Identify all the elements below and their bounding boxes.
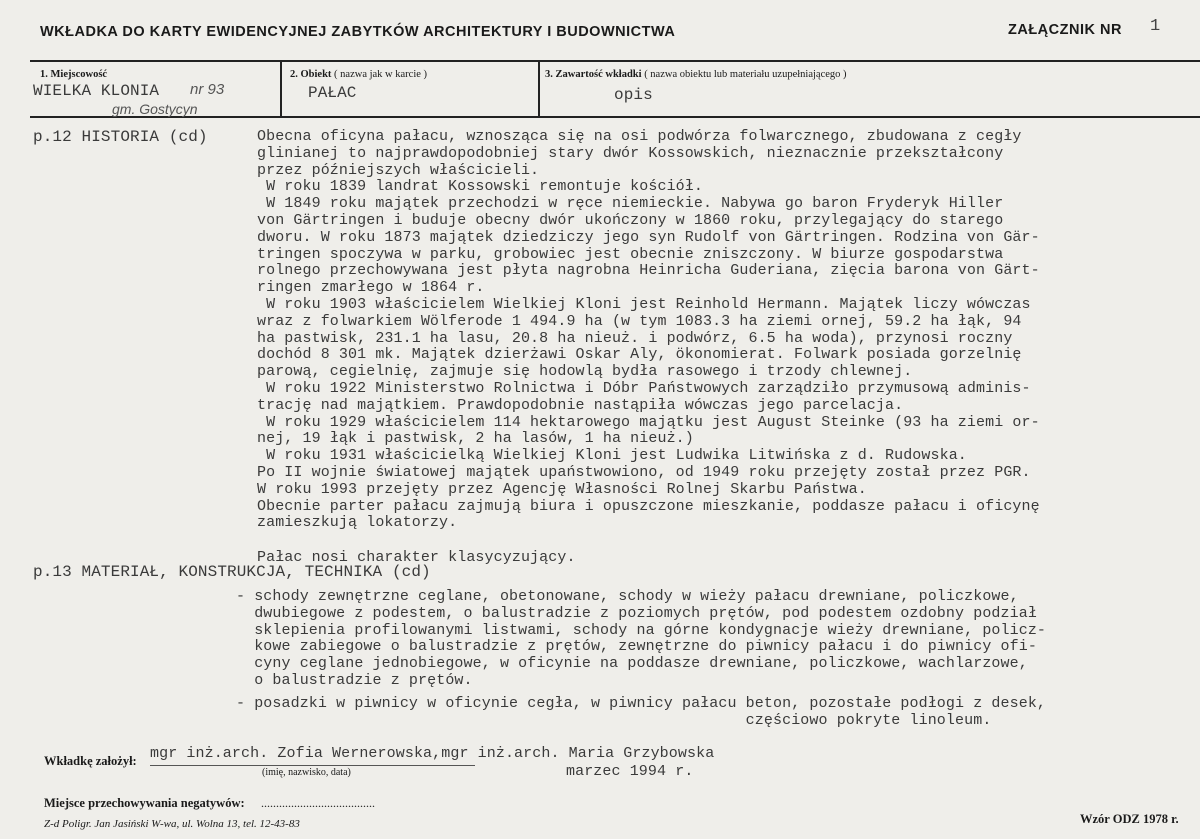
printer-imprint: Z-d Poligr. Jan Jasiński W-wa, ul. Wolna 13, tel. 12-43-83	[44, 818, 300, 830]
history-line	[257, 532, 1040, 550]
history-line: zamieszkują lokatorzy.	[257, 514, 458, 532]
field-divider-2	[538, 60, 540, 117]
history-line: W roku 1903 właścicielem Wielkiej Kloni jest Reinhold Hermann. Majątek liczy wówczas	[257, 295, 1031, 313]
history-line: wraz z folwarkiem Wölferode 1 494.9 ha (w tym 1083.3 ha ziemi ornej, 59.2 ha łąk, 94	[257, 312, 1022, 330]
founder-value: mgr inż.arch. Zofia Wernerowska,mgr inż.arch. Maria Grzybowska	[150, 745, 715, 762]
field-content-label-text: 3. Zawartość wkładki	[545, 69, 642, 80]
field-place-commune: gm. Gostycyn	[112, 101, 198, 117]
history-line: ringen zmarłego w 1864 r.	[257, 279, 485, 297]
field-place-nr: nr 93	[190, 81, 225, 98]
history-line: W 1849 roku majątek przechodzi w ręce niemieckie. Nabywa go baron Fryderyk Hiller	[257, 195, 1004, 213]
material-line: o balustradzie z prętów.	[236, 671, 473, 689]
field-content-hint: ( nazwa obiektu lub materiału uzupełniającego )	[644, 69, 847, 80]
material-line: kowe zabiegowe o balustradzie z prętów, zewnętrzne do piwnicy pałacu i do piwnicy ofi-	[236, 638, 1037, 656]
history-line: W roku 1993 przejęty przez Agencję Własności Rolnej Skarbu Państwa.	[257, 480, 867, 498]
field-object-value: PAŁAC	[308, 84, 357, 102]
field-place-label: 1. Miejscowość	[40, 69, 108, 80]
material-line: - posadzki w piwnicy w oficynie cegła, w piwnicy pałacu beton, pozostałe podłogi z desek,	[236, 695, 1047, 712]
material-line: częściowo pokryte linoleum.	[236, 711, 992, 729]
material-line: cyny ceglane jednobiegowe, w oficynie na poddasze drewniane, policzkowe, wachlarzowe,	[236, 655, 1028, 673]
material-heading: p.13 MATERIAŁ, KONSTRUKCJA, TECHNIKA (cd)	[33, 563, 431, 581]
material-line: sklepienia profilowanymi listwami, schody na górne kondygnacje wieży drewniane, policz-	[236, 621, 1047, 639]
history-line: dochód 8 301 mk. Majątek dzierżawi Oskar Aly, ökonomierat. Folwark posiada gorzelnię	[257, 346, 1022, 364]
history-line: W roku 1922 Ministerstwo Rolnictwa i Dóbr Państwowych zarządziło przymusową adminis-	[257, 379, 1031, 397]
history-line: tringen spoczywa w parku, grobowiec jest obecnie zniszczony. W biurze gospodarstwa	[257, 245, 1004, 263]
field-object-label	[290, 69, 427, 80]
history-line: von Gärtringen i buduje obecny dwór ukończony w 1860 roku, przylegający do starego	[257, 211, 1004, 229]
history-line: rolnego przechowywana jest płyta nagrobna Heinricha Guderiana, zięcia barona von Gärt-	[257, 262, 1040, 280]
history-line: Po II wojnie światowej majątek upaństwowiono, od 1949 roku przejęty został przez PGR.	[257, 463, 1031, 481]
material-item-floors	[236, 696, 1046, 730]
founder-label: Wkładkę założył:	[44, 754, 137, 768]
history-line: W roku 1839 landrat Kossowski remontuje kościół.	[257, 178, 703, 196]
form-title: WKŁADKA DO KARTY EWIDENCYJNEJ ZABYTKÓW ARCHITEKTURY I BUDOWNICTWA	[40, 24, 676, 40]
material-item-stairs	[236, 589, 1046, 690]
top-rule	[30, 60, 1200, 62]
field-content-label	[545, 69, 847, 80]
pattern-label: Wzór ODZ 1978 r.	[1080, 812, 1179, 826]
attachment-label: ZAŁĄCZNIK NR	[1008, 22, 1122, 38]
history-line: W roku 1931 właścicielką Wielkiej Kloni jest Ludwika Litwińska z d. Rudowska.	[257, 447, 967, 465]
history-line: glinianej to najprawdopodobniej stary dwór Kossowskich, nieznacznie przekształcony	[257, 144, 1004, 162]
founder-hint: (imię, nazwisko, data)	[262, 767, 351, 778]
history-line: dworu. W roku 1873 majątek dziedziczy jego syn Rudolf von Gärtringen. Rodzina von Gär-	[257, 228, 1040, 246]
history-line: nej, 19 łąk i pastwisk, 2 ha lasów, 1 ha nieuż.)	[257, 430, 694, 448]
history-line: parową, cegielnię, zajmuje się hodowlą bydła rasowego i trzody chlewnej.	[257, 363, 913, 381]
field-place-value: WIELKA KLONIA	[33, 82, 160, 100]
field-object-hint: ( nazwa jak w karcie )	[334, 69, 428, 80]
history-line: Obecnie parter pałacu zajmują biura i opuszczone mieszkanie, poddasze pałacu i oficynę	[257, 497, 1040, 515]
field-object-label-text: 2. Obiekt	[290, 69, 332, 80]
negatives-label: Miejsce przechowywania negatywów:	[44, 796, 245, 810]
field-divider-1	[280, 60, 282, 117]
history-line: ha pastwisk, 231.1 ha lasu, 20.8 ha nieuż. i podwórz, 6.5 ha woda), przynosi roczny	[257, 329, 1013, 347]
founder-underline	[150, 765, 475, 766]
history-line: Pałac nosi charakter klasycyzujący.	[257, 549, 576, 567]
material-line: dwubiegowe z podestem, o balustradzie z poziomych prętów, pod podestem ozdobny podział	[236, 604, 1037, 622]
field-bottom-rule	[30, 116, 1200, 118]
history-body	[257, 129, 1040, 567]
material-line: - schody zewnętrzne ceglane, obetonowane, schody w wieży pałacu drewniane, policzkowe,	[236, 588, 1019, 605]
history-line: Obecna oficyna pałacu, wznosząca się na osi podwórza folwarcznego, zbudowana z cegły	[257, 128, 1022, 145]
founder-date: marzec 1994 r.	[566, 763, 694, 780]
history-line: przez późniejszych właścicieli.	[257, 161, 540, 179]
attachment-number: 1	[1150, 17, 1161, 36]
history-line: W roku 1929 właścicielem 114 hektarowego majątku jest August Steinke (93 ha ziemi or-	[257, 413, 1040, 431]
history-line: trację nad majątkiem. Prawdopodobnie nastąpiła wówczas jego parcelacja.	[257, 396, 904, 414]
field-content-value: opis	[614, 86, 653, 104]
negatives-dots: ......................................	[261, 796, 375, 810]
history-heading: p.12 HISTORIA (cd)	[33, 128, 208, 146]
